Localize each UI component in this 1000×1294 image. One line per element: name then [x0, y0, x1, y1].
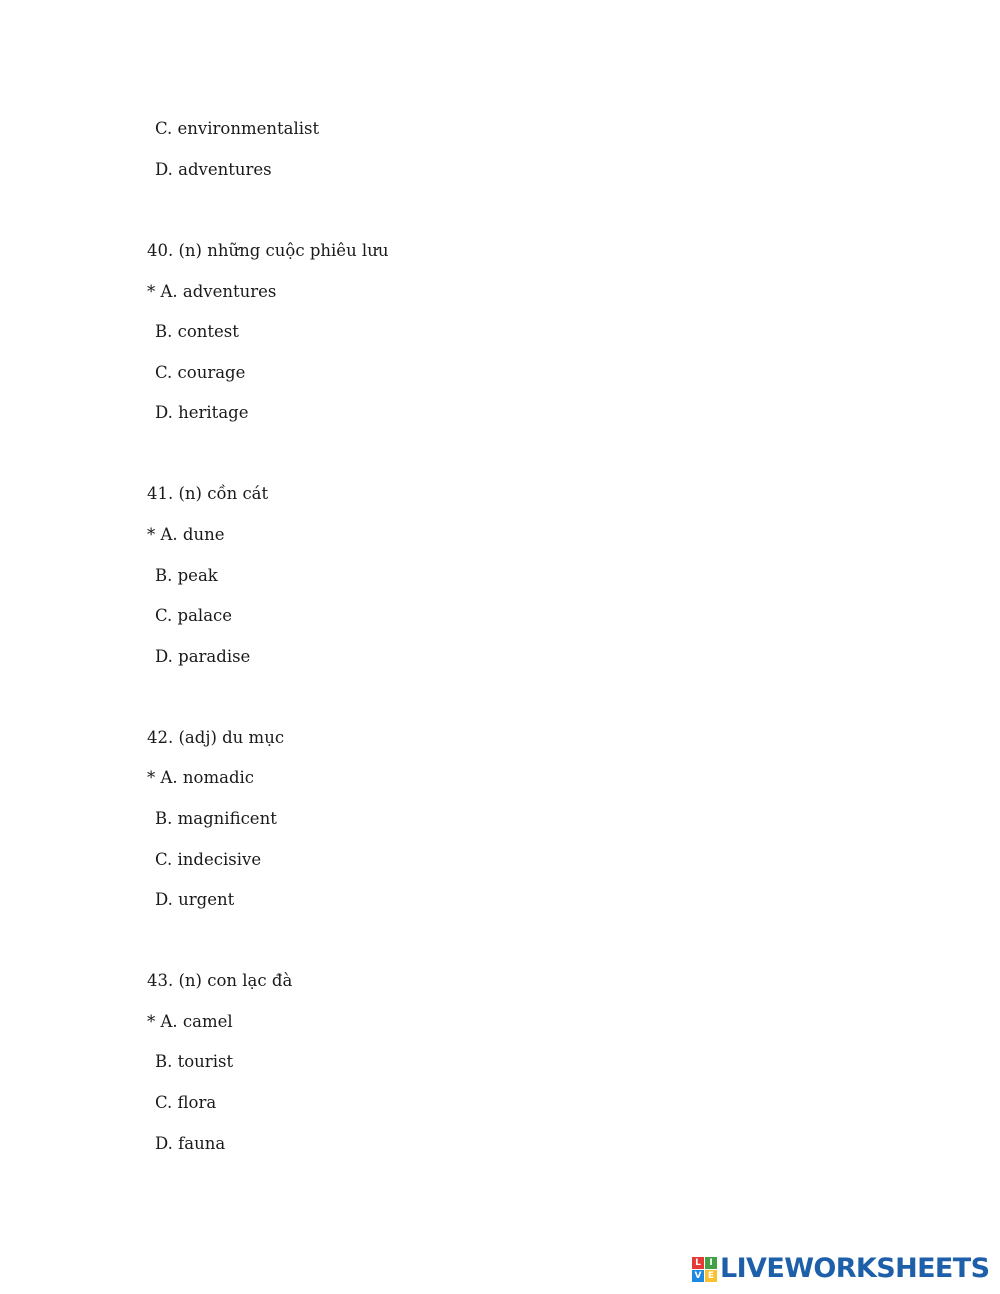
logo-letter-e: E	[705, 1270, 717, 1282]
option-b: B. magnificent	[155, 809, 277, 828]
option-a-correct: * A. nomadic	[147, 768, 255, 787]
option-d: D. fauna	[155, 1134, 226, 1153]
option-d: D. paradise	[155, 647, 251, 666]
question-40: 40. (n) những cuộc phiêu lưu	[147, 241, 389, 260]
option-d: D. urgent	[155, 890, 235, 909]
option-c: C. flora	[155, 1093, 217, 1112]
option-c: C. environmentalist	[155, 119, 320, 138]
question-43: 43. (n) con lạc đà	[147, 971, 293, 990]
option-c: C. courage	[155, 363, 246, 382]
option-b: B. contest	[155, 322, 239, 341]
live-logo-icon	[692, 1257, 717, 1282]
logo-letter-i: I	[705, 1257, 717, 1269]
option-c: C. indecisive	[155, 850, 262, 869]
question-41: 41. (n) cồn cát	[147, 484, 269, 503]
option-a-correct: * A. adventures	[147, 282, 277, 301]
liveworksheets-logo	[692, 1254, 989, 1284]
option-d: D. adventures	[155, 160, 272, 179]
logo-letter-v: V	[692, 1270, 704, 1282]
question-42: 42. (adj) du mục	[147, 728, 285, 747]
option-c: C. palace	[155, 606, 233, 625]
option-d: D. heritage	[155, 403, 249, 422]
logo-wordmark: LIVEWORKSHEETS	[720, 1253, 990, 1284]
option-a-correct: * A. camel	[147, 1012, 233, 1031]
logo-letter-l: L	[692, 1257, 704, 1269]
option-a-correct: * A. dune	[147, 525, 225, 544]
option-b: B. tourist	[155, 1052, 234, 1071]
option-b: B. peak	[155, 566, 218, 585]
